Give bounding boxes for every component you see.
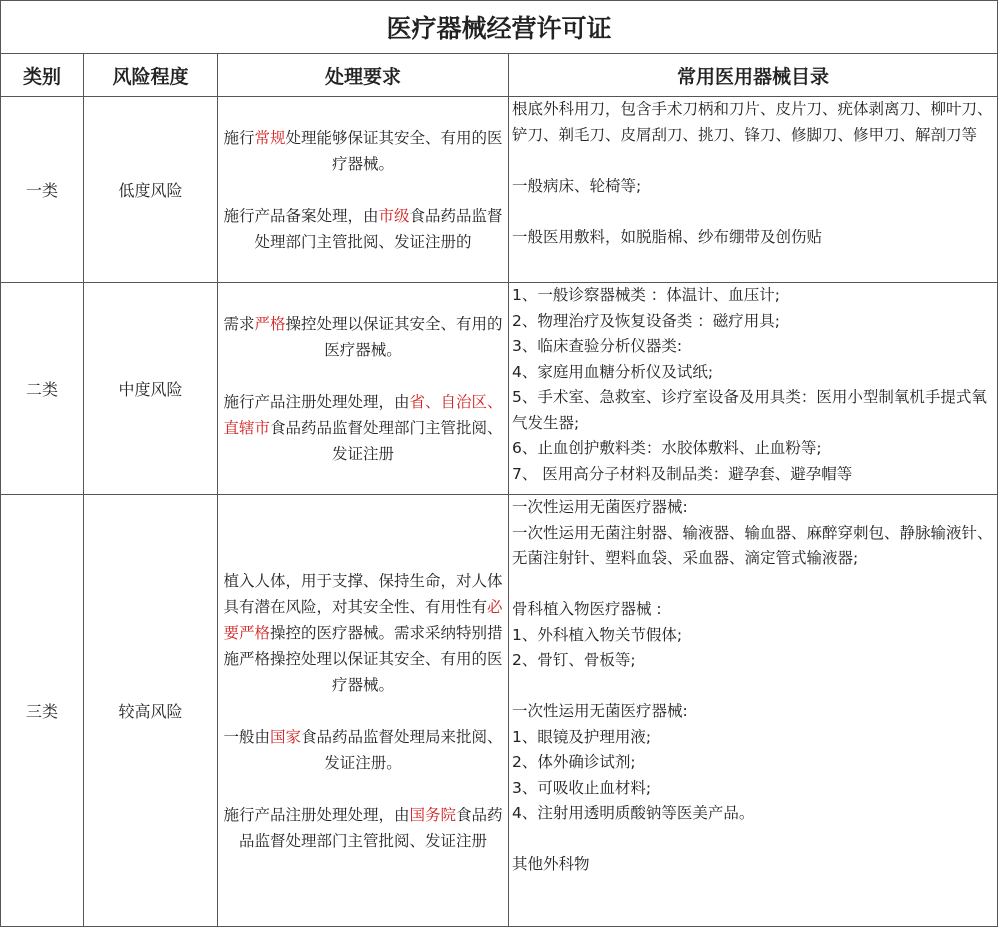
requirement-paragraph: 需求严格操控处理以保证其安全、有用的医疗器械。 bbox=[223, 314, 503, 359]
risk-cell: 低度风险 bbox=[84, 97, 218, 283]
column-header-requirement: 处理要求 bbox=[218, 54, 509, 97]
catalog-line: 一次性运用无菌医疗器械: bbox=[512, 498, 688, 516]
column-header-catalog: 常用医用器械目录 bbox=[509, 54, 998, 97]
catalog-line: 1、一般诊察器械类 ：体温计、血压计; bbox=[512, 286, 781, 304]
requirement-paragraph: 施行产品注册处理处理，由国务院食品药品监督处理部门主管批阅、发证注册 bbox=[223, 805, 503, 850]
category-cell: 三类 bbox=[1, 495, 84, 927]
table-title: 医疗器械经营许可证 bbox=[1, 1, 998, 54]
catalog-line: 一次性运用无菌注射器、输液器、输血器、麻醉穿刺包、静脉输液针、无菌注射针、塑料血袋、采血器、滴定管式输液器; bbox=[512, 523, 993, 567]
catalog-line: 其他外科物 bbox=[512, 855, 590, 873]
catalog-line: 一次性运用无菌医疗器械: bbox=[512, 702, 688, 720]
category-cell: 二类 bbox=[1, 283, 84, 495]
catalog-line: 4、注射用透明质酸钠等医美产品。 bbox=[512, 804, 755, 822]
requirement-paragraph: 施行产品注册处理处理，由省、自治区、直辖市食品药品监督处理部门主管批阅、发证注册 bbox=[223, 392, 503, 463]
risk-cell: 较高风险 bbox=[84, 495, 218, 927]
requirement-paragraph: 一般由国家食品药品监督处理局来批阅、发证注册。 bbox=[223, 727, 503, 772]
catalog-line: 根底外科用刀，包含手术刀柄和刀片、皮片刀、疣体剥离刀、柳叶刀、铲刀、剃毛刀、皮屑刮刀、挑刀、锋刀、修脚刀、修甲刀、解剖刀等 bbox=[512, 100, 993, 144]
table-row bbox=[1, 97, 998, 283]
requirement-cell bbox=[218, 495, 509, 927]
requirement-cell bbox=[218, 283, 509, 495]
table-row bbox=[1, 283, 998, 495]
category-cell: 一类 bbox=[1, 97, 84, 283]
catalog-line: 骨科植入物医疗器械 : bbox=[512, 600, 662, 618]
catalog-line: 7、 医用高分子材料及制品类：避孕套、避孕帽等 bbox=[512, 464, 853, 483]
catalog-cell bbox=[509, 495, 998, 927]
catalog-line: 1、外科植入物关节假体; bbox=[512, 625, 683, 644]
catalog-line: 4、家庭用血糖分析仪及试纸; bbox=[512, 362, 714, 381]
column-header-risk: 风险程度 bbox=[84, 54, 218, 97]
table-row bbox=[1, 495, 998, 927]
catalog-line: 1、眼镜及护理用液; bbox=[512, 727, 652, 746]
catalog-line: 一般病床、轮椅等; bbox=[512, 176, 642, 195]
column-header-category: 类别 bbox=[1, 54, 84, 97]
catalog-line: 2、骨钉、骨板等; bbox=[512, 651, 636, 669]
risk-cell: 中度风险 bbox=[84, 283, 218, 495]
catalog-cell bbox=[509, 97, 998, 283]
requirement-paragraph: 施行常规处理能够保证其安全、有用的医疗器械。 bbox=[223, 128, 503, 173]
catalog-line: 一般医用敷料，如脱脂棉、纱布绷带及创伤贴 bbox=[512, 227, 823, 246]
catalog-cell bbox=[509, 283, 998, 495]
requirement-paragraph: 植入人体，用于支撑、保持生命，对人体具有潜在风险，对其安全性、有用性有必要严格操控的医疗器械。需求采纳特别措施严格操控处理以保证其安全、有用的医疗器械。 bbox=[223, 571, 503, 694]
catalog-line: 2、体外确诊试剂; bbox=[512, 753, 636, 771]
catalog-line: 3、临床查验分析仪器类: bbox=[512, 337, 683, 355]
requirement-paragraph: 施行产品备案处理，由市级食品药品监督处理部门主管批阅、发证注册的 bbox=[223, 206, 503, 251]
catalog-line: 5、手术室、急救室、诊疗室设备及用具类：医用小型制氧机手提式氧气发生器; bbox=[512, 388, 987, 432]
catalog-line: 2、物理治疗及恢复设备类 ：磁疗用具; bbox=[512, 311, 781, 330]
catalog-line: 3、可吸收止血材料; bbox=[512, 778, 652, 797]
requirement-cell bbox=[218, 97, 509, 283]
catalog-line: 6、止血创护敷料类：水胶体敷料、止血粉等; bbox=[512, 439, 822, 457]
